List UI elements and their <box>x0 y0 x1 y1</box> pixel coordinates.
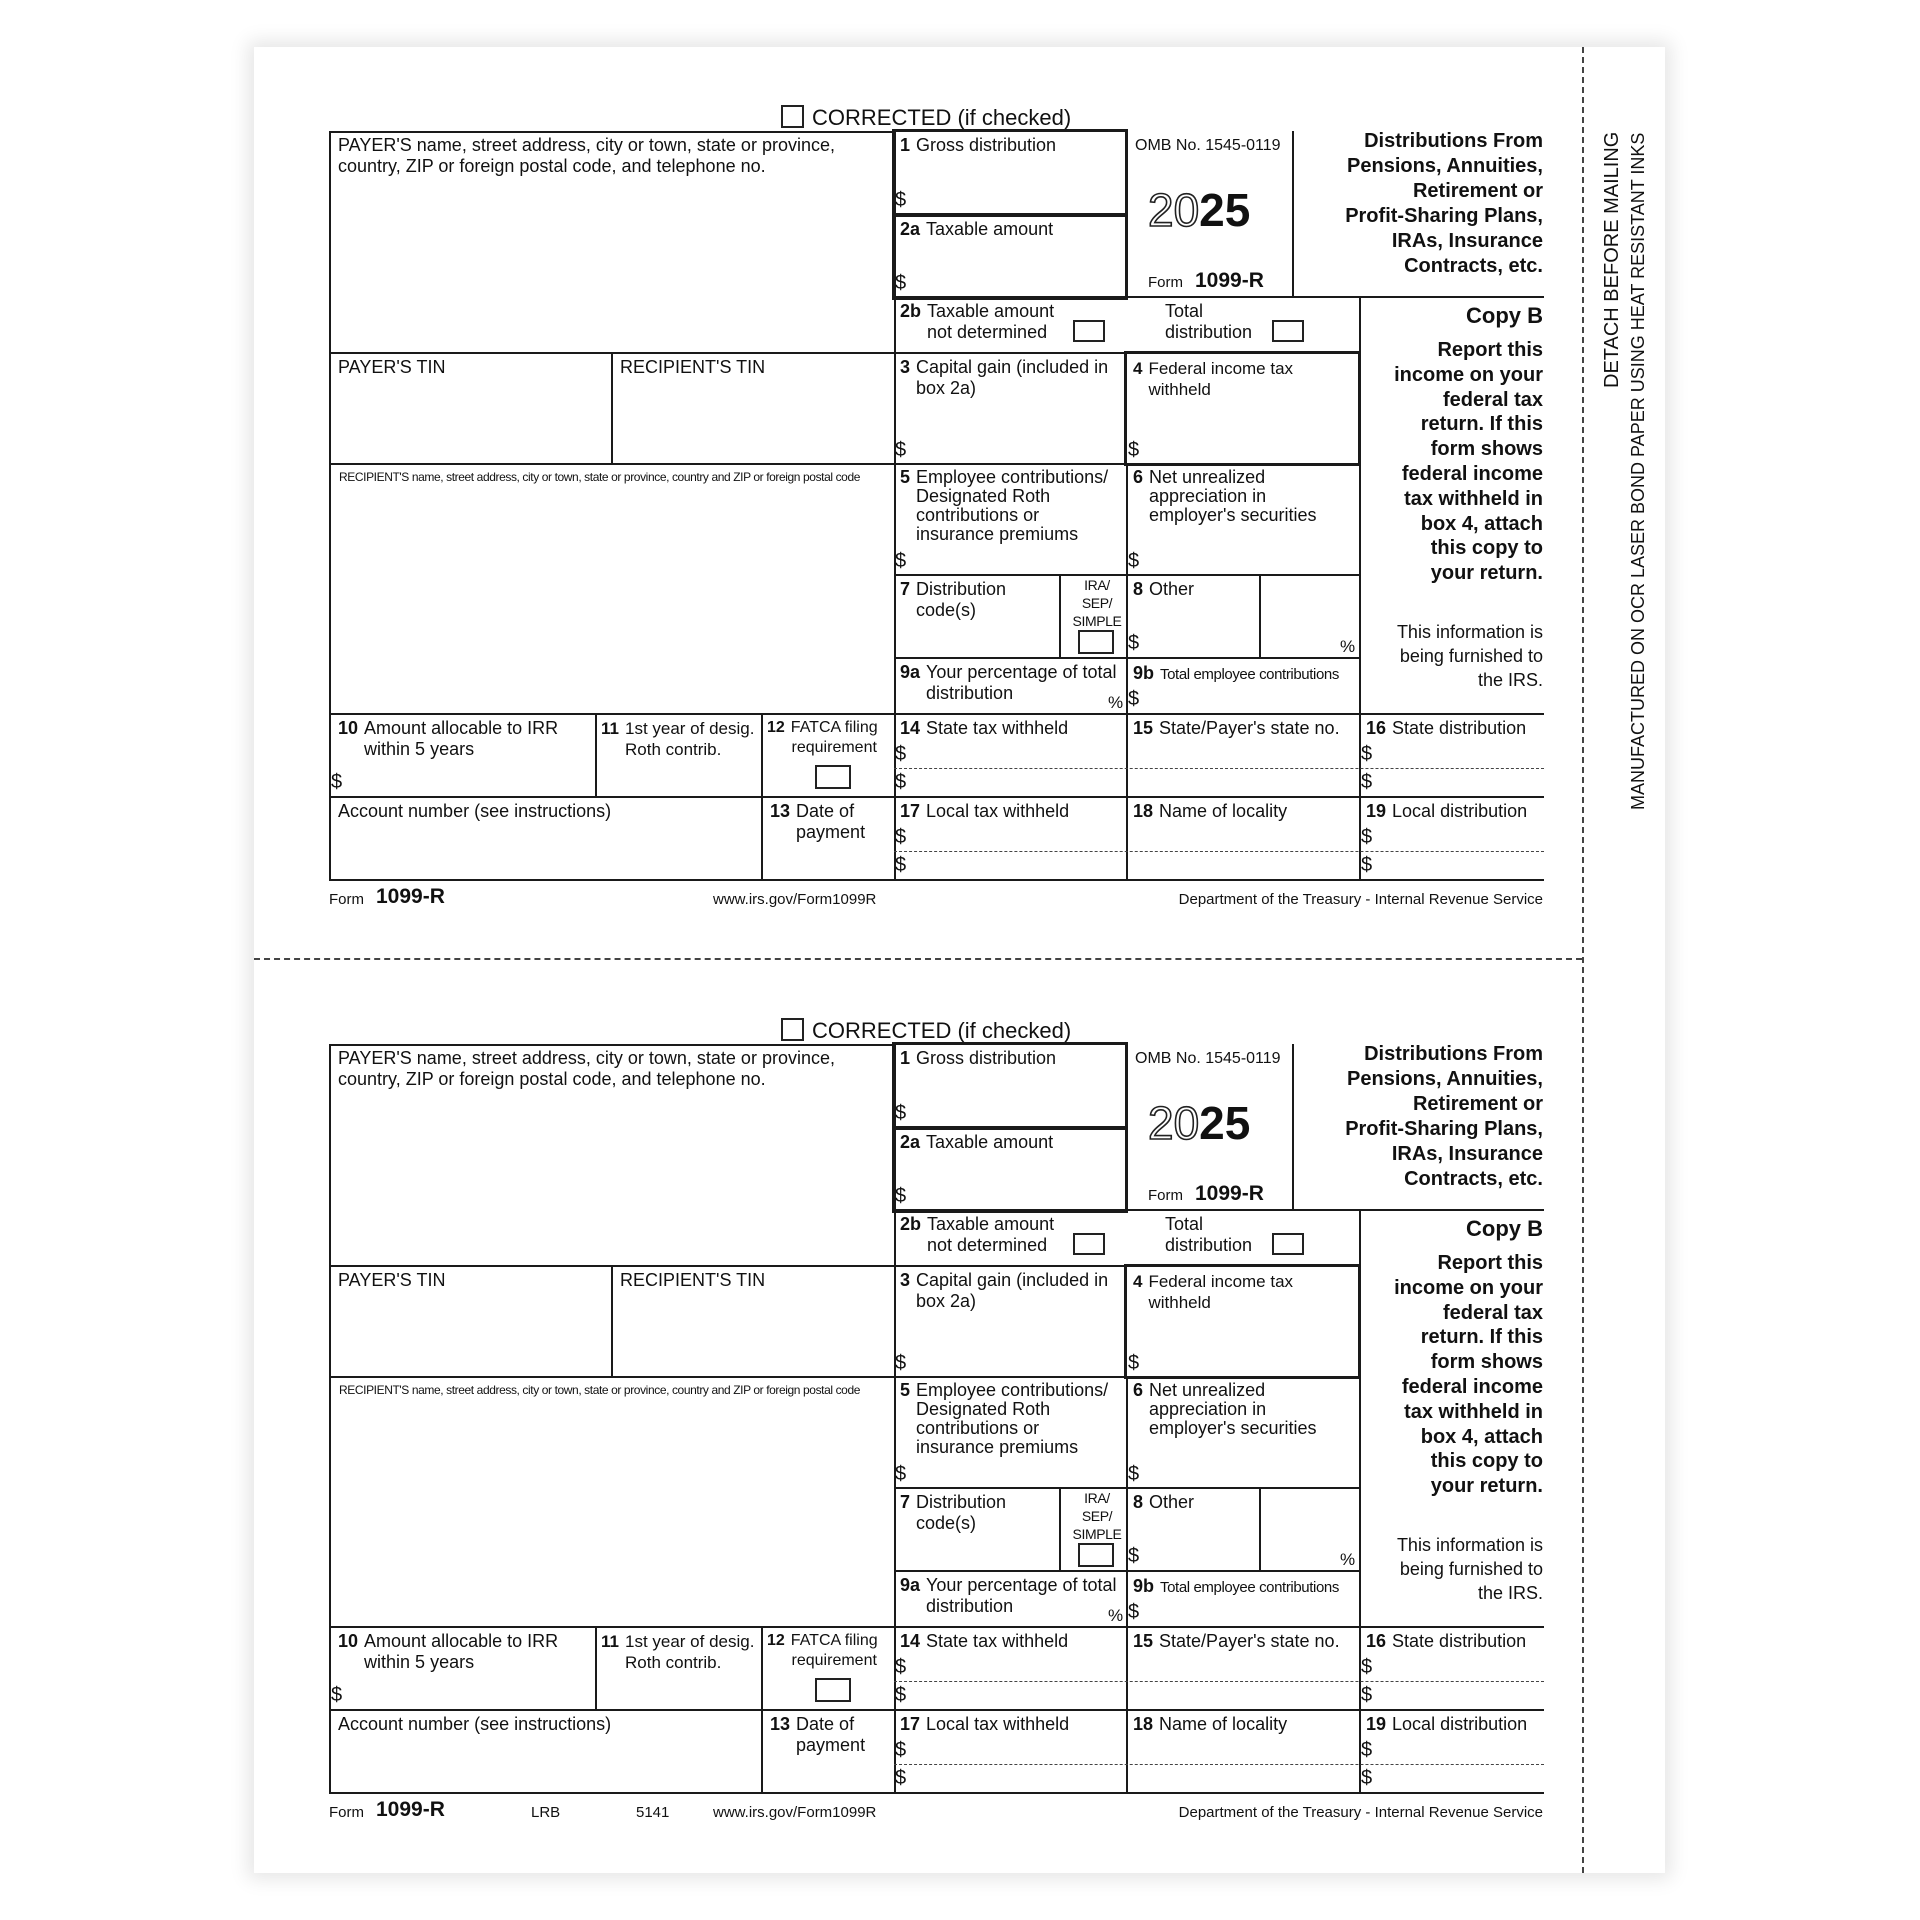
box-16-label: 16 State distribution <box>1366 718 1527 738</box>
box-9b-label: 9b Total employee contributions <box>1133 1576 1339 1596</box>
box-5-dollar: $ <box>895 1463 907 1485</box>
box-8-label: 8 Other <box>1133 579 1195 599</box>
box-5-label: 5 Employee contributions/ Designated Roth contributions or insurance premiums <box>900 467 1109 544</box>
box-9b-dollar: $ <box>1128 688 1140 710</box>
form-word: Form <box>1148 274 1183 291</box>
box-17-dollar-1: $ <box>895 826 907 848</box>
box-10-label: 10 Amount allocable to IRR within 5 years <box>338 718 559 759</box>
box-14-dollar-2: $ <box>895 1684 907 1706</box>
box-19-dollar-2: $ <box>1361 854 1373 876</box>
fatca-checkbox[interactable] <box>815 1678 851 1702</box>
box-8-percent: % <box>1340 637 1356 656</box>
box-17-dollar-2: $ <box>895 1767 907 1789</box>
box-1-field[interactable] <box>915 1073 1120 1123</box>
box-9a-percent: % <box>1108 693 1124 712</box>
account-number-field[interactable] <box>331 1739 759 1789</box>
box-19-dollar-1: $ <box>1361 1739 1373 1761</box>
recipient-tin-field[interactable] <box>614 1295 892 1373</box>
box-13-label: 13 Date of payment <box>770 1714 866 1755</box>
corrected-label: CORRECTED (if checked) <box>812 105 1072 130</box>
box-19-dollar-2: $ <box>1361 1767 1373 1789</box>
box-8-label: 8 Other <box>1133 1492 1195 1512</box>
box-9a-label: 9a Your percentage of total distribution <box>900 1575 1117 1616</box>
box-12-label: 12 FATCA filing requirement <box>767 1632 878 1669</box>
omb-number: OMB No. 1545-0119 <box>1135 137 1281 154</box>
recipient-name-field[interactable] <box>331 1401 891 1623</box>
box-2b-label: 2b Taxable amount not determined <box>900 301 1055 342</box>
box-2b-checkbox[interactable] <box>1073 320 1105 342</box>
box-5-dollar: $ <box>895 550 907 572</box>
box-14-label: 14 State tax withheld <box>900 1631 1069 1651</box>
box-18-label: 18 Name of locality <box>1133 801 1288 821</box>
total-distribution-label: Total distribution <box>1165 1214 1253 1255</box>
recipient-tin-label: RECIPIENT'S TIN <box>620 1270 766 1290</box>
box-7-label: 7 Distribution code(s) <box>900 579 1007 620</box>
recipient-name-label: RECIPIENT'S name, street address, city or town, state or province, country and ZIP or foreign postal code <box>339 470 860 484</box>
box-15-label: 15 State/Payer's state no. <box>1133 718 1340 738</box>
ira-sep-simple-checkbox[interactable] <box>1078 630 1114 654</box>
furnished-notice: This information is being furnished to the IRS. <box>1396 1535 1543 1603</box>
box-4-dollar: $ <box>1128 1352 1140 1374</box>
form-name: 1099-R <box>1195 1182 1264 1205</box>
box-11-label: 11 1st year of desig. Roth contrib. <box>601 719 755 759</box>
box-9a-label: 9a Your percentage of total distribution <box>900 662 1117 703</box>
box-2a-label: 2a Taxable amount <box>900 1132 1054 1152</box>
box-17-dollar-1: $ <box>895 1739 907 1761</box>
total-distribution-label: Total distribution <box>1165 301 1253 342</box>
box-3-label: 3 Capital gain (included in box 2a) <box>900 1270 1109 1311</box>
recipient-tin-field[interactable] <box>614 382 892 460</box>
corrected-checkbox[interactable] <box>781 105 804 128</box>
box-12-label: 12 FATCA filing requirement <box>767 719 878 756</box>
box-2a-field[interactable] <box>915 1157 1120 1207</box>
box-3-dollar: $ <box>895 1352 907 1374</box>
corrected-checkbox[interactable] <box>781 1018 804 1041</box>
box-2b-checkbox[interactable] <box>1073 1233 1105 1255</box>
footer-department: Department of the Treasury - Internal Revenue Service <box>1178 891 1543 908</box>
footer-website[interactable]: www.irs.gov/Form1099R <box>713 1804 877 1821</box>
box-3-label: 3 Capital gain (included in box 2a) <box>900 357 1109 398</box>
footer-lrb: LRB <box>531 1804 561 1821</box>
payer-name-field[interactable] <box>331 182 891 350</box>
box-14-label: 14 State tax withheld <box>900 718 1069 738</box>
payer-name-label: PAYER'S name, street address, city or town, state or province, country, ZIP or foreign postal code, and telephone no. <box>338 135 835 176</box>
form-name: 1099-R <box>1195 269 1264 292</box>
copy-b-label: Copy B <box>1466 1216 1543 1241</box>
payer-name-field[interactable] <box>331 1095 891 1263</box>
box-9b-dollar: $ <box>1128 1601 1140 1623</box>
recipient-name-label: RECIPIENT'S name, street address, city or town, state or province, country and ZIP or foreign postal code <box>339 1383 860 1397</box>
box-19-dollar-1: $ <box>1361 826 1373 848</box>
box-9a-percent: % <box>1108 1606 1124 1625</box>
box-4-label: 4 Federal income tax withheld <box>1133 359 1294 399</box>
footer-form-name: 1099-R <box>376 1798 445 1821</box>
box-14-dollar-1: $ <box>895 1656 907 1678</box>
box-4-label: 4 Federal income tax withheld <box>1133 1272 1294 1312</box>
box-19-label: 19 Local distribution <box>1366 1714 1528 1734</box>
box-19-label: 19 Local distribution <box>1366 801 1528 821</box>
box-4-dollar: $ <box>1128 439 1140 461</box>
box-16-dollar-2: $ <box>1361 771 1373 793</box>
box-2a-dollar: $ <box>895 1185 907 1207</box>
box-18-label: 18 Name of locality <box>1133 1714 1288 1734</box>
footer-code: 5141 <box>636 1804 670 1821</box>
box-1-dollar: $ <box>895 1102 907 1124</box>
box-7-label: 7 Distribution code(s) <box>900 1492 1007 1533</box>
omb-number: OMB No. 1545-0119 <box>1135 1050 1281 1067</box>
box-17-label: 17 Local tax withheld <box>900 1714 1070 1734</box>
detach-notice: DETACH BEFORE MAILING <box>1601 131 1623 388</box>
box-15-label: 15 State/Payer's state no. <box>1133 1631 1340 1651</box>
box-16-label: 16 State distribution <box>1366 1631 1527 1651</box>
vertical-perforation <box>1582 47 1584 1873</box>
recipient-tin-label: RECIPIENT'S TIN <box>620 357 766 377</box>
fatca-checkbox[interactable] <box>815 765 851 789</box>
box-10-dollar: $ <box>331 771 343 793</box>
account-number-label: Account number (see instructions) <box>338 801 612 821</box>
box-1-label: 1 Gross distribution <box>900 135 1057 155</box>
payer-tin-label: PAYER'S TIN <box>338 1270 446 1290</box>
box-2b-label: 2b Taxable amount not determined <box>900 1214 1055 1255</box>
footer-form-word: Form <box>329 1804 364 1821</box>
payer-tin-field[interactable] <box>331 1295 609 1373</box>
form-word: Form <box>1148 1187 1183 1204</box>
total-distribution-checkbox[interactable] <box>1272 320 1304 342</box>
box-6-dollar: $ <box>1128 550 1140 572</box>
box-1-label: 1 Gross distribution <box>900 1048 1057 1068</box>
total-distribution-checkbox[interactable] <box>1272 1233 1304 1255</box>
ira-sep-simple-checkbox[interactable] <box>1078 1543 1114 1567</box>
box-10-dollar: $ <box>331 1684 343 1706</box>
box-11-label: 11 1st year of desig. Roth contrib. <box>601 1632 755 1672</box>
box-6-label: 6 Net unrealized appreciation in employer's securities <box>1133 467 1317 525</box>
box-5-label: 5 Employee contributions/ Designated Roth contributions or insurance premiums <box>900 1380 1109 1457</box>
box-8-percent: % <box>1340 1550 1356 1569</box>
ira-sep-simple-label: IRA/ SEP/ SIMPLE <box>1072 1490 1122 1542</box>
recipient-name-field[interactable] <box>331 488 891 710</box>
payer-tin-label: PAYER'S TIN <box>338 357 446 377</box>
form-title: Distributions From Pensions, Annuities, Retirement or Profit-Sharing Plans, IRAs, Insurance Contracts, etc. <box>1345 130 1543 277</box>
box-2a-dollar: $ <box>895 272 907 294</box>
account-number-field[interactable] <box>331 826 759 876</box>
box-13-label: 13 Date of payment <box>770 801 866 842</box>
box-14-dollar-2: $ <box>895 771 907 793</box>
box-9b-label: 9b Total employee contributions <box>1133 663 1339 683</box>
account-number-label: Account number (see instructions) <box>338 1714 612 1734</box>
box-1-field[interactable] <box>915 160 1120 210</box>
footer-website[interactable]: www.irs.gov/Form1099R <box>713 891 877 908</box>
tax-year: 2025 <box>1148 184 1251 236</box>
form-1099-r-bottom <box>0 913 1920 1821</box>
box-17-dollar-2: $ <box>895 854 907 876</box>
copy-b-label: Copy B <box>1466 303 1543 328</box>
furnished-notice: This information is being furnished to the IRS. <box>1396 622 1543 690</box>
footer-department: Department of the Treasury - Internal Revenue Service <box>1178 1804 1543 1821</box>
box-16-dollar-1: $ <box>1361 1656 1373 1678</box>
box-2a-label: 2a Taxable amount <box>900 219 1054 239</box>
payer-name-label: PAYER'S name, street address, city or town, state or province, country, ZIP or foreign postal code, and telephone no. <box>338 1048 835 1089</box>
box-16-dollar-2: $ <box>1361 1684 1373 1706</box>
ira-sep-simple-label: IRA/ SEP/ SIMPLE <box>1072 577 1122 629</box>
footer-form-name: 1099-R <box>376 885 445 908</box>
report-instructions: Report this income on your federal tax return. If this form shows federal income tax withheld in box 4, attach this copy to your return. <box>1394 339 1543 585</box>
box-1-dollar: $ <box>895 189 907 211</box>
horizontal-perforation <box>254 958 1582 960</box>
payer-tin-field[interactable] <box>331 382 609 460</box>
box-8-dollar: $ <box>1128 1545 1140 1567</box>
footer-form-word: Form <box>329 891 364 908</box>
form-title: Distributions From Pensions, Annuities, Retirement or Profit-Sharing Plans, IRAs, Insurance Contracts, etc. <box>1345 1043 1543 1190</box>
tax-year: 2025 <box>1148 1097 1251 1149</box>
box-6-label: 6 Net unrealized appreciation in employer's securities <box>1133 1380 1317 1438</box>
box-2a-field[interactable] <box>915 244 1120 294</box>
box-17-label: 17 Local tax withheld <box>900 801 1070 821</box>
box-8-dollar: $ <box>1128 632 1140 654</box>
box-14-dollar-1: $ <box>895 743 907 765</box>
manufactured-notice: MANUFACTURED ON OCR LASER BOND PAPER USING HEAT RESISTANT INKS <box>1628 132 1648 810</box>
report-instructions: Report this income on your federal tax return. If this form shows federal income tax withheld in box 4, attach this copy to your return. <box>1394 1252 1543 1498</box>
box-3-dollar: $ <box>895 439 907 461</box>
corrected-label: CORRECTED (if checked) <box>812 1018 1072 1043</box>
box-16-dollar-1: $ <box>1361 743 1373 765</box>
box-10-label: 10 Amount allocable to IRR within 5 years <box>338 1631 559 1672</box>
box-6-dollar: $ <box>1128 1463 1140 1485</box>
